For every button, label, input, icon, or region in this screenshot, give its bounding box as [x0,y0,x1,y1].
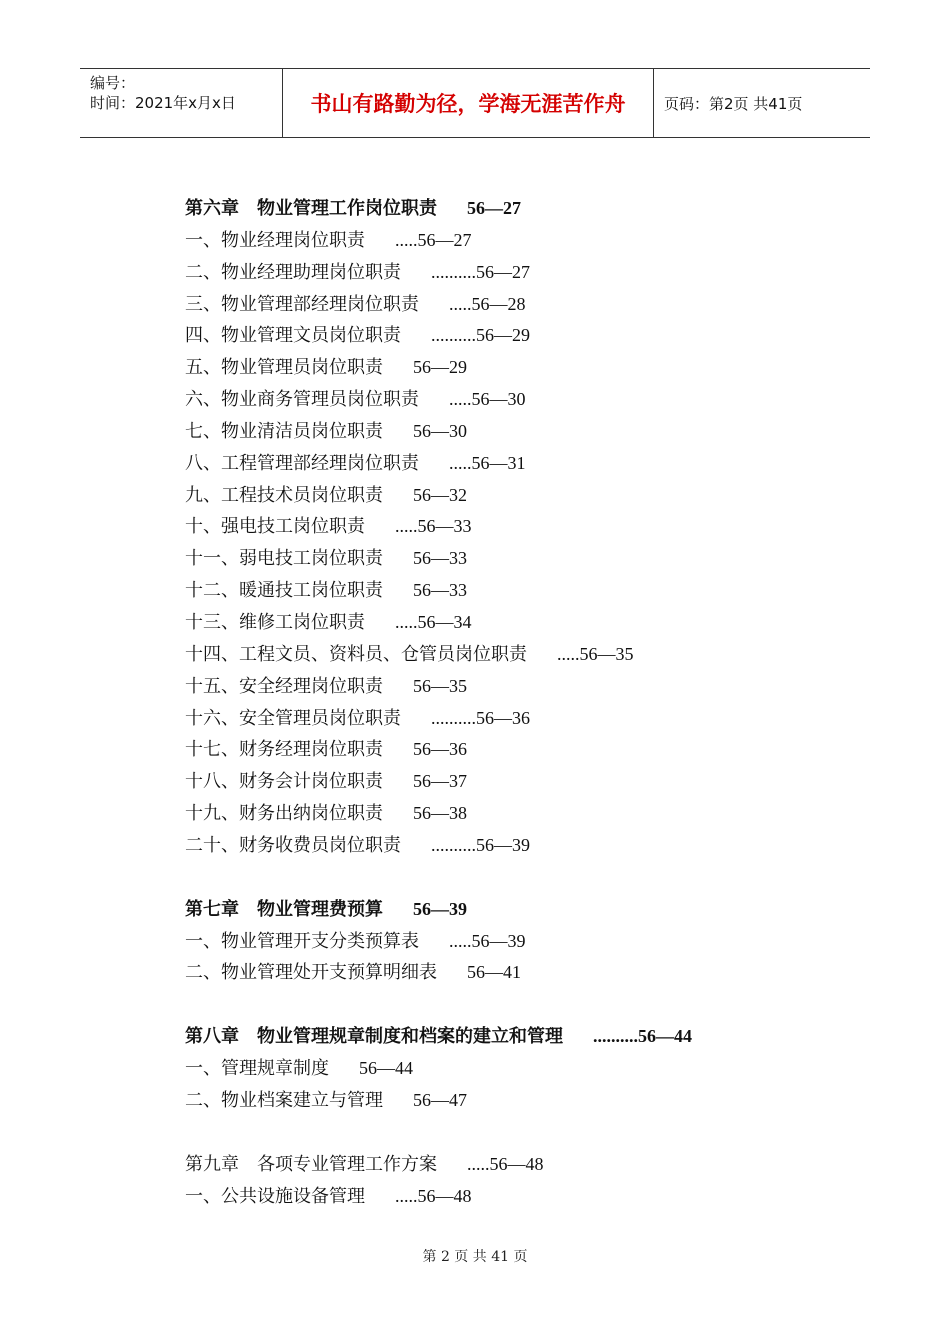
toc-entry-title: 一、物业管理开支分类预算表 [185,930,419,952]
toc-entry[interactable] [185,830,885,862]
toc-entry-title: 二、物业档案建立与管理 [185,1089,383,1111]
page-footer [0,1246,950,1266]
toc-entry[interactable] [185,352,885,384]
toc-entry-title: 五、物业管理员岗位职责 [185,357,383,379]
toc-entry-title: 十四、工程文员、资料员、仓管员岗位职责 [185,643,527,665]
toc-entry-title: 第九章 各项专业管理工作方案 [185,1153,437,1175]
toc-entry-page: .....56—30 [449,389,526,410]
toc-entry-page: ..........56—36 [431,707,530,728]
toc-entry-title: 二、物业经理助理岗位职责 [185,261,401,283]
toc-entry-page: .....56—48 [467,1153,544,1174]
toc-entry[interactable] [185,384,885,416]
toc-entry-page: ..........56—39 [431,834,530,855]
toc-entry-page: 56—27 [467,198,521,218]
toc-entry[interactable] [185,1053,885,1085]
toc-entry[interactable] [185,320,885,352]
toc-entry-title: 十二、暖通技工岗位职责 [185,580,383,602]
toc-entry-page: ..........56—44 [593,1026,692,1047]
toc-entry-title: 四、物业管理文员岗位职责 [185,325,401,347]
toc-chapter-heading[interactable] [185,193,885,225]
toc-entry[interactable] [185,225,885,257]
page-header [80,68,870,138]
toc-entry-title: 十九、财务出纳岗位职责 [185,803,383,825]
toc-entry-title: 第八章 物业管理规章制度和档案的建立和管理 [185,1026,563,1048]
motto-text: 书山有路勤为径，学海无涯苦作舟 [310,92,626,116]
toc-entry[interactable] [185,1181,885,1213]
toc-entry-page: ..........56—27 [431,261,530,282]
toc-entry[interactable] [185,703,885,735]
toc-entry-page: 56—32 [413,484,467,505]
toc-entry-title: 六、物业商务管理员岗位职责 [185,389,419,411]
toc-entry-title: 二、物业管理处开支预算明细表 [185,962,437,984]
footer-page-number: 第 2 页 共 41 页 [422,1249,528,1265]
toc-entry[interactable] [185,926,885,958]
toc-entry-title: 十五、安全经理岗位职责 [185,675,383,697]
toc-chapter-heading[interactable] [185,894,885,926]
toc-chapter-heading[interactable] [185,1021,885,1053]
toc-entry-title: 十七、财务经理岗位职责 [185,739,383,761]
toc-entry-title: 一、管理规章制度 [185,1058,329,1080]
toc-entry-title: 第六章 物业管理工作岗位职责 [185,198,437,219]
toc-entry[interactable] [185,766,885,798]
toc-entry[interactable] [185,575,885,607]
toc-entry-title: 十三、维修工岗位职责 [185,611,365,633]
toc-entry-title: 第七章 物业管理费预算 [185,898,383,920]
toc-entry-page: .....56—35 [557,643,634,664]
toc-entry-title: 十、强电技工岗位职责 [185,516,365,538]
toc-entry[interactable] [185,957,885,989]
toc-entry-title: 一、公共设施设备管理 [185,1185,365,1207]
toc-entry-page: ..........56—29 [431,325,530,346]
table-of-contents [185,193,885,1212]
toc-entry-title: 三、物业管理部经理岗位职责 [185,293,419,315]
toc-entry[interactable] [185,543,885,575]
toc-entry[interactable] [185,480,885,512]
toc-entry-title: 二十、财务收费员岗位职责 [185,834,401,856]
toc-entry[interactable] [185,511,885,543]
toc-entry-page: 56—47 [413,1089,467,1110]
toc-entry-page: .....56—33 [395,516,472,537]
toc-entry[interactable] [185,798,885,830]
toc-entry[interactable] [185,416,885,448]
toc-entry-page: 56—39 [413,898,467,919]
serial-label: 编号： [90,74,136,92]
toc-entry-page: 56—33 [413,548,467,569]
toc-entry-page: 56—44 [359,1058,413,1079]
toc-entry-page: 56—30 [413,420,467,441]
toc-entry-page: 56—33 [413,580,467,601]
toc-entry[interactable] [185,639,885,671]
toc-entry[interactable] [185,1085,885,1117]
toc-entry-title: 一、物业经理岗位职责 [185,229,365,251]
header-page-info: 页码：第2页 共41页 [664,94,803,113]
toc-entry-page: .....56—27 [395,229,472,250]
header-motto-cell [282,69,654,137]
toc-entry-page: 56—35 [413,675,467,696]
toc-entry-page: .....56—39 [449,930,526,951]
toc-entry-title: 八、工程管理部经理岗位职责 [185,452,419,474]
toc-entry-title: 七、物业清洁员岗位职责 [185,420,383,442]
toc-entry-title: 十一、弱电技工岗位职责 [185,548,383,570]
toc-entry[interactable] [185,257,885,289]
toc-entry-page: .....56—34 [395,611,472,632]
time-label: 时间：2021年x月x日 [90,94,236,112]
toc-entry-page: 56—29 [413,357,467,378]
toc-entry[interactable] [185,671,885,703]
header-info-cell [80,69,282,137]
toc-entry-page: 56—37 [413,771,467,792]
toc-entry[interactable] [185,607,885,639]
toc-entry-title: 十六、安全管理员岗位职责 [185,707,401,729]
toc-entry-page: 56—41 [467,962,521,983]
header-page-cell [654,69,870,137]
toc-entry-page: .....56—31 [449,452,526,473]
toc-entry-page: .....56—48 [395,1185,472,1206]
toc-entry[interactable] [185,1149,885,1181]
toc-entry-title: 十八、财务会计岗位职责 [185,771,383,793]
toc-entry[interactable] [185,734,885,766]
toc-entry-page: 56—38 [413,803,467,824]
toc-entry-title: 九、工程技术员岗位职责 [185,484,383,506]
toc-entry-page: .....56—28 [449,293,526,314]
toc-entry-page: 56—36 [413,739,467,760]
toc-entry[interactable] [185,448,885,480]
toc-entry[interactable] [185,289,885,321]
